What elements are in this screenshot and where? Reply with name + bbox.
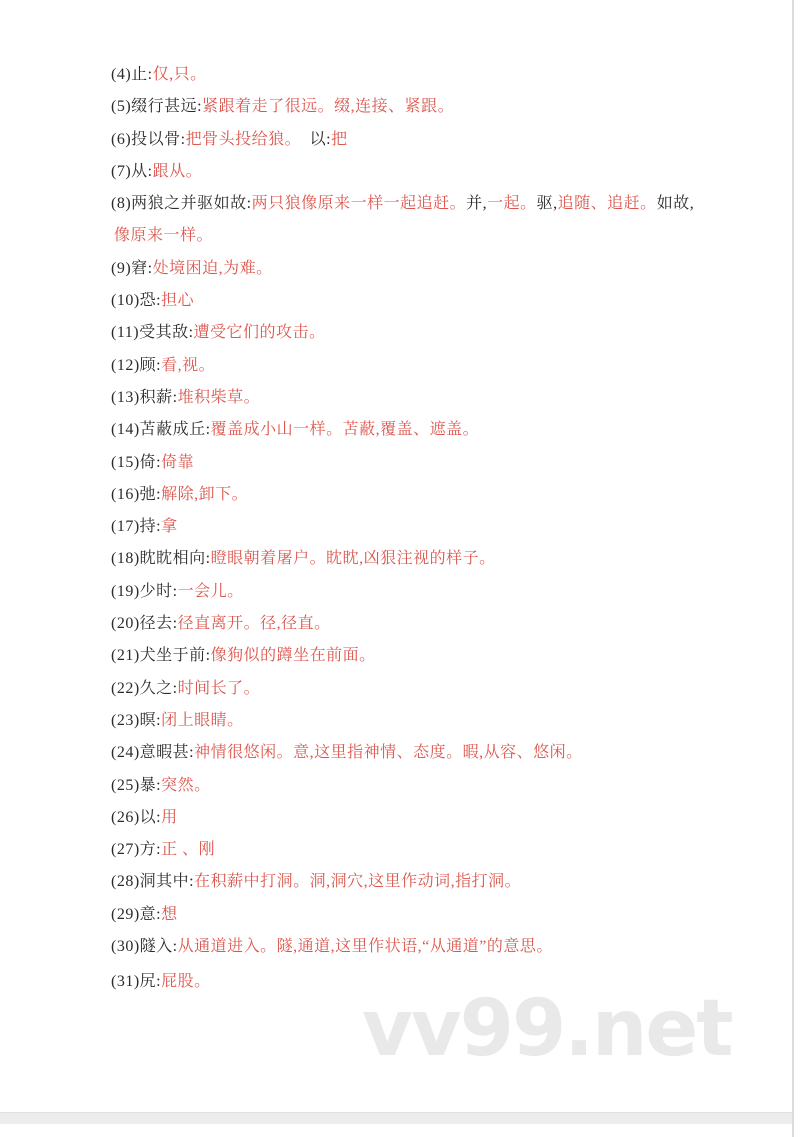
text-segment-red: 屁股。 — [161, 973, 211, 991]
vocab-line — [111, 608, 771, 640]
text-segment-black: (5)缀行甚远: — [111, 98, 203, 116]
vocab-line — [111, 447, 771, 479]
vocab-line — [111, 705, 771, 737]
text-segment-black: (15)倚: — [111, 453, 162, 471]
text-segment-red: 用 — [161, 808, 178, 826]
text-segment-black: (7)从: — [111, 162, 153, 180]
text-segment-red: 倚靠 — [161, 453, 195, 471]
text-segment-red: 像狗似的蹲坐在前面。 — [210, 647, 376, 665]
text-segment-red: 在积薪中打洞。洞,洞穴,这里作动词,指打洞。 — [194, 873, 522, 891]
vocab-line — [111, 866, 771, 898]
text-segment-red: 神情很悠闲。意,这里指神情、态度。暇,从容、悠闲。 — [194, 744, 583, 762]
text-segment-red: 覆盖成小山一样。苫蔽,覆盖、遮盖。 — [210, 421, 480, 439]
text-segment-red: 径直离开。径,径直。 — [177, 615, 331, 633]
vocab-line — [111, 414, 771, 446]
vocab-line — [111, 350, 771, 382]
vocab-line — [111, 931, 771, 963]
text-segment-black: (21)犬坐于前: — [111, 647, 211, 665]
text-segment-red: 正 、刚 — [161, 841, 216, 859]
vocab-line — [111, 673, 771, 705]
vocab-line — [111, 737, 771, 769]
text-segment-black: 如故, — [656, 195, 695, 213]
vocab-line — [111, 156, 771, 188]
text-segment-black: 以: — [293, 130, 332, 148]
text-segment-red: 一起。 — [487, 195, 537, 213]
vocab-line — [111, 770, 771, 802]
text-segment-black: (17)持: — [111, 518, 162, 536]
watermark: vv99.net — [362, 984, 732, 1074]
text-segment-red: 想 — [161, 905, 178, 923]
vocab-line — [111, 834, 771, 866]
vocab-line — [111, 576, 771, 608]
text-segment-black: (24)意暇甚: — [111, 744, 195, 762]
text-segment-red: 突然。 — [161, 776, 211, 794]
text-segment-red: 像原来一样。 — [114, 227, 214, 245]
text-segment-red: 时间长了。 — [177, 679, 261, 697]
text-segment-red: 两只狼像原来一样一起追赶。 — [251, 195, 467, 213]
vocab-line — [111, 511, 771, 543]
text-segment-black: (18)眈眈相向: — [111, 550, 211, 568]
text-segment-black: (12)顾: — [111, 356, 162, 374]
text-segment-red: 处境困迫,为难。 — [152, 259, 273, 277]
text-segment-black: (8)两狼之并驱如故: — [111, 195, 252, 213]
text-segment-black: (30)隧入: — [111, 938, 178, 956]
text-segment-red: 把骨头投给狼。 — [185, 130, 294, 148]
text-segment-black: (13)积薪: — [111, 388, 178, 406]
text-segment-black: 并, — [466, 195, 488, 213]
text-segment-red: 从通道进入。隧,通道,这里作状语,“从通道”的意思。 — [177, 938, 553, 956]
text-segment-black: (26)以: — [111, 808, 162, 826]
vocab-line — [111, 124, 771, 156]
text-segment-red: 仅,只。 — [152, 66, 207, 83]
vocab-line — [111, 543, 771, 575]
text-segment-black: (25)暴: — [111, 776, 162, 794]
vocab-list — [111, 59, 771, 999]
text-segment-red: 担心 — [161, 292, 195, 310]
page-gap-band — [0, 1112, 792, 1124]
vocab-line — [111, 253, 771, 285]
text-segment-red: 瞪眼朝着屠户。眈眈,凶狠注视的样子。 — [210, 550, 496, 568]
text-segment-red: 堆积柴草。 — [177, 388, 261, 406]
text-segment-red: 追随、追赶。 — [557, 195, 657, 213]
vocab-line — [111, 59, 771, 91]
vocab-line — [111, 479, 771, 511]
vocab-line — [111, 899, 771, 931]
text-segment-red: 拿 — [161, 518, 178, 536]
text-segment-black: (6)投以骨: — [111, 130, 186, 148]
text-segment-black: (9)窘: — [111, 259, 153, 277]
text-segment-red: 看,视。 — [161, 356, 216, 374]
vocab-line — [111, 188, 771, 220]
text-segment-black: (22)久之: — [111, 679, 178, 697]
vocab-line — [111, 802, 771, 834]
text-segment-black: (31)尻: — [111, 973, 162, 991]
text-segment-red: 闭上眼睛。 — [161, 711, 244, 729]
page-edge-line — [792, 0, 794, 1137]
vocab-line — [111, 317, 771, 349]
text-segment-black: (29)意: — [111, 905, 162, 923]
text-segment-black: (27)方: — [111, 841, 162, 859]
text-segment-black: (16)弛: — [111, 485, 162, 503]
text-segment-red: 把 — [331, 130, 348, 148]
vocab-line — [111, 640, 771, 672]
text-segment-red: 遭受它们的攻击。 — [193, 324, 326, 342]
text-segment-black: (11)受其敌: — [111, 324, 194, 342]
vocab-line — [111, 220, 771, 252]
text-segment-black: 驱, — [536, 195, 558, 213]
vocab-line — [111, 382, 771, 414]
text-segment-red: 解除,卸下。 — [161, 485, 249, 503]
text-segment-black: (28)洞其中: — [111, 873, 195, 891]
text-segment-red: 一会儿。 — [177, 582, 244, 600]
vocab-line — [111, 91, 771, 123]
text-segment-red: 跟从。 — [152, 162, 203, 180]
text-segment-black: (4)止: — [111, 66, 153, 83]
text-segment-black: (14)苫蔽成丘: — [111, 421, 211, 439]
text-segment-black: (23)暝: — [111, 711, 162, 729]
text-segment-black: (20)径去: — [111, 615, 178, 633]
text-segment-red: 紧跟着走了很远。缀,连接、紧跟。 — [202, 98, 455, 116]
text-segment-black: (19)少时: — [111, 582, 178, 600]
vocab-line — [111, 285, 771, 317]
text-segment-black: (10)恐: — [111, 292, 162, 310]
